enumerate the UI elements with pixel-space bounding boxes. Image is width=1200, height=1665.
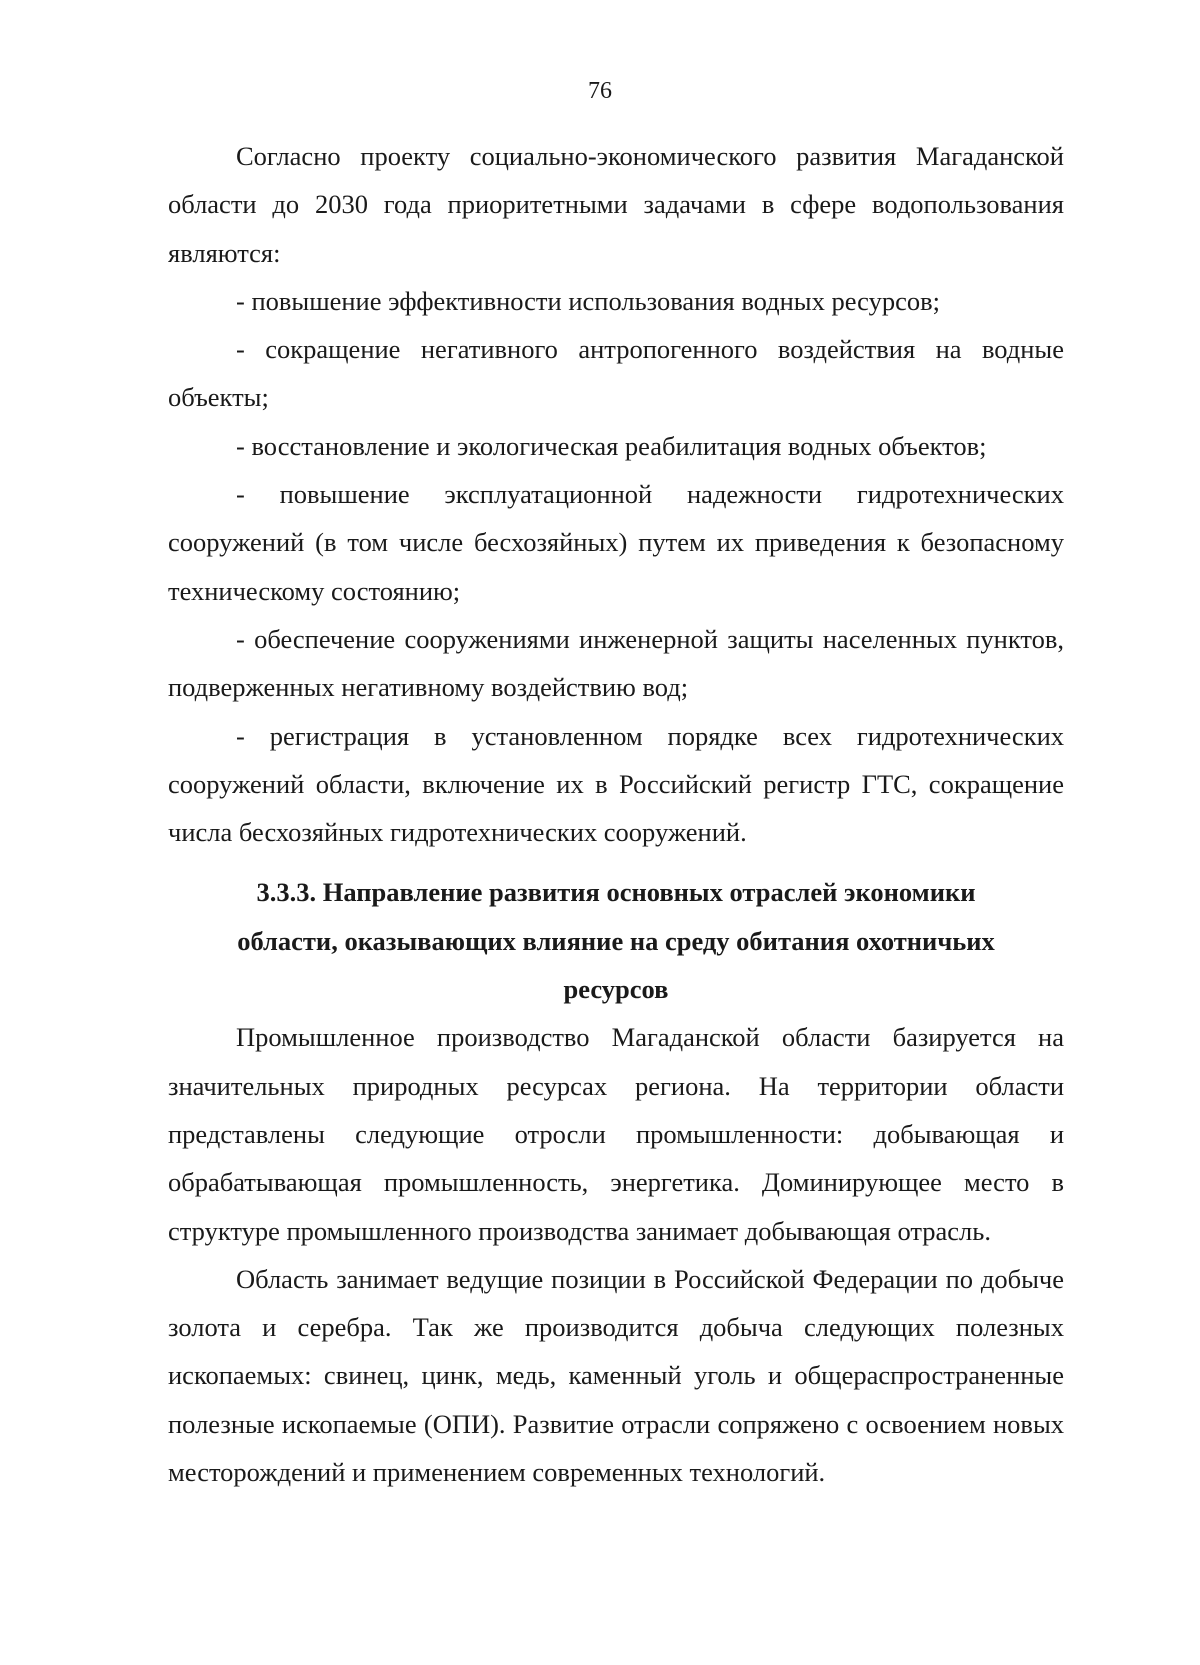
priority-item: - повышение эксплуатационной надежности гидротехнических сооружений (в том числе бесхозяйных) путем их приведения к безопасному техническому состоянию;: [168, 479, 1064, 606]
priority-item: - восстановление и экологическая реабилитация водных объектов;: [236, 430, 987, 461]
section-heading: [168, 868, 1064, 1013]
priority-item: - сокращение негативного антропогенного воздействия на водные объекты;: [168, 334, 1064, 413]
priority-item: - обеспечение сооружениями инженерной защиты населенных пунктов, подверженных негативному воздействию вод;: [168, 623, 1064, 703]
section-heading-line: 3.3.3. Направление развития основных отраслей экономики: [256, 877, 976, 908]
section-heading-line: ресурсов: [563, 974, 669, 1005]
page-number: 76: [588, 78, 612, 104]
intro-paragraph: Согласно проекту социально-экономического развития Магаданской области до 2030 года приоритетными задачами в сфере водопользования являются:: [168, 141, 1064, 268]
section-paragraph: Область занимает ведущие позиции в Российской Федерации по добыче золота и серебра. Так же производится добыча следующих полезных ископаемых: свинец, цинк, медь, каменный уголь и общераспространенные полезные ископаемые (ОПИ). Развитие отрасли сопряжено с освоением новых месторождений и применением современных технологий.: [168, 1263, 1064, 1488]
section-paragraph: Промышленное производство Магаданской области базируется на значительных природных ресурсах региона. На территории области представлены следующие отросли промышленности: добывающая и обрабатывающая промышленность, энергетика. Доминирующее место в структуре промышленного производства занимает добывающая отрасль.: [168, 1022, 1064, 1246]
priority-item: - повышение эффективности использования водных ресурсов;: [236, 285, 940, 316]
body-text: [168, 132, 1064, 1496]
section-heading-line: области, оказывающих влияние на среду обитания охотничьих: [237, 925, 995, 956]
priority-item: - регистрация в установленном порядке всех гидротехнических сооружений области, включение их в Российский регистр ГТС, сокращение числа бесхозяйных гидротехнических сооружений.: [168, 720, 1064, 848]
